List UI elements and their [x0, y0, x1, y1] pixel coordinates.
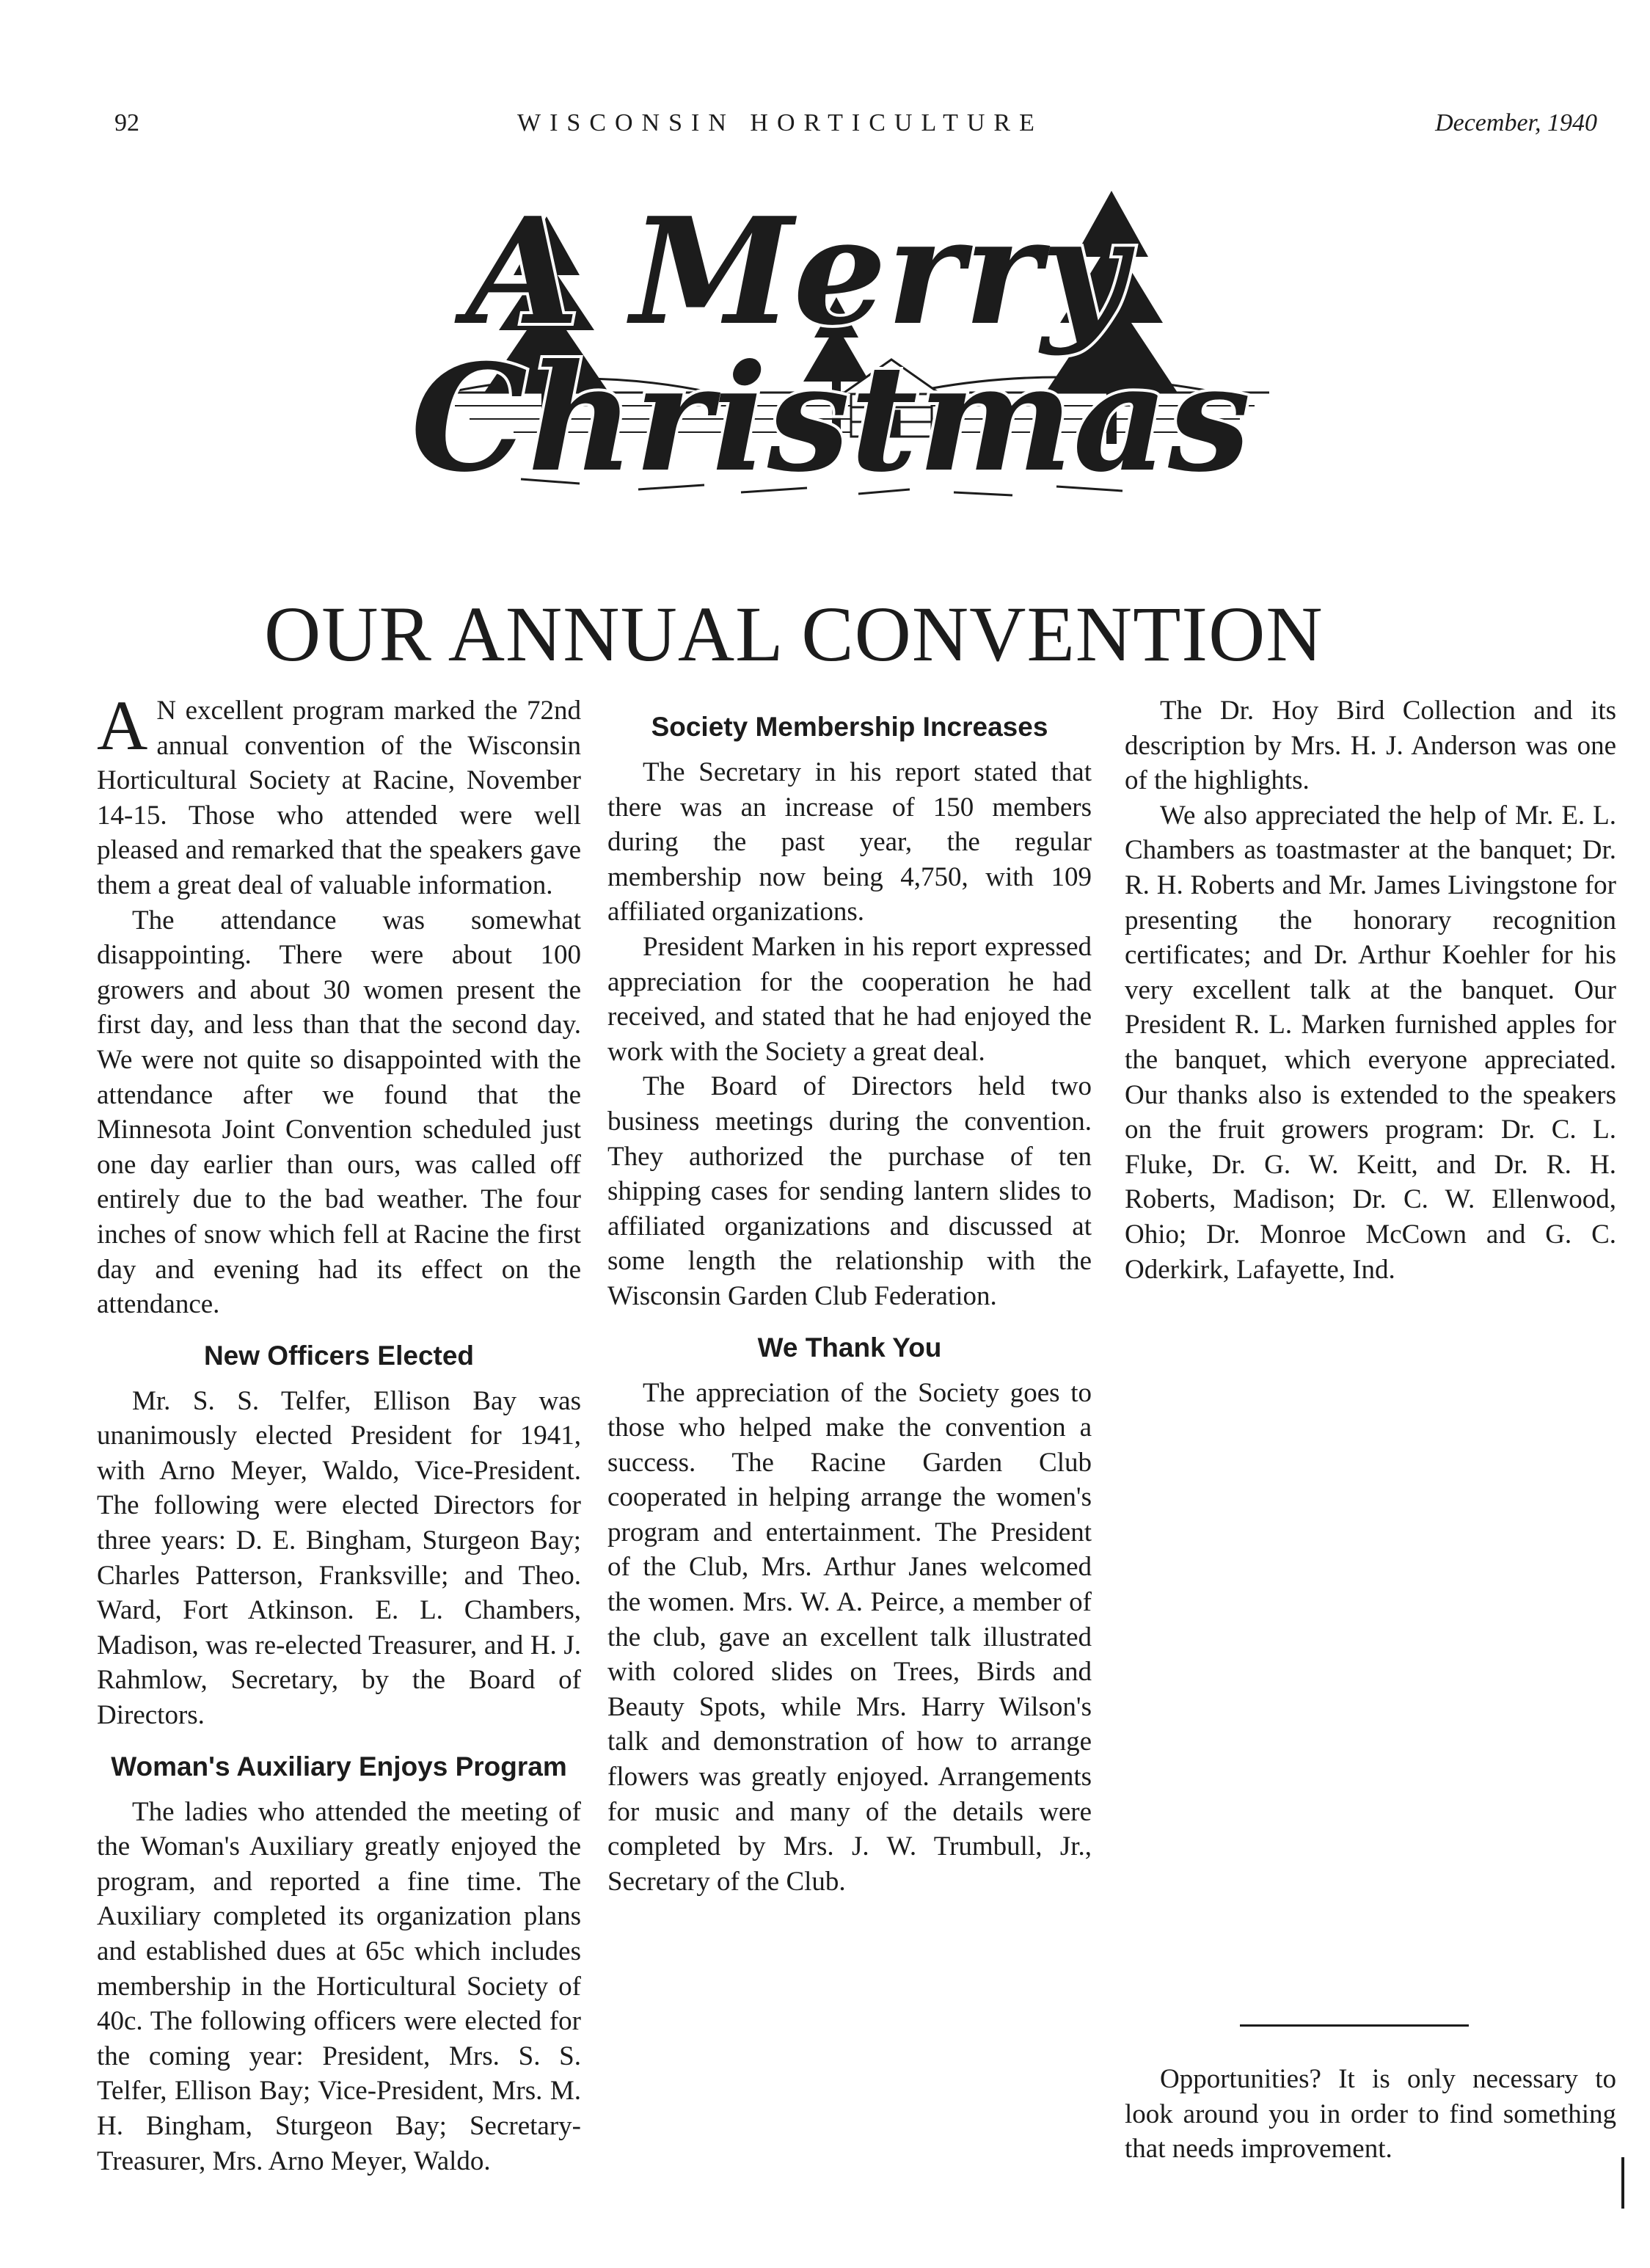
hoy-collection-paragraph: The Dr. Hoy Bird Collection and its description by Mrs. H. J. Anderson was one of the highlights.: [1125, 696, 1616, 796]
issue-date: December, 1940: [1435, 109, 1597, 136]
drop-cap: A: [97, 686, 148, 765]
attendance-paragraph: The attendance was somewhat disappointing. There were about 100 growers and about 30 women present the first day, and less than that the second day. We were not quite so disappointed with the attendance after we found that the Minnesota Joint Convention scheduled just one day earlier than ours, was called off entirely due to the bad weather. The four inches of snow which fell at Racine the first day and evening had its effect on the attendance.: [97, 905, 581, 1320]
edge-rule: [1621, 2157, 1624, 2209]
auxiliary-paragraph: The ladies who attended the meeting of the Woman's Auxiliary greatly enjoyed the program, and reported a fine time. The Auxiliary completed its organization plans and established dues at 65c which includes membership in the Horticultural Society of 40c. The following officers were elected for the coming year: President, Mrs. S. S. Telfer, Ellison Bay; Vice-President, Mrs. M. H. Bingham, Sturgeon Bay; Secretary-Treasurer, Mrs. Arno Meyer, Waldo.: [97, 1796, 581, 2176]
officers-paragraph: Mr. S. S. Telfer, Ellison Bay was unanimously elected President for 1941, with Arno Meyer, Waldo, Vice-President. The following were elected Directors for three years: D. E. Bingham, Sturgeon Bay; Charles Patterson, Franksville; and Theo. Ward, Fort Atkinson. E. L. Chambers, Madison, was re-elected Treasurer, and H. J. Rahmlow, Secretary, by the Board of Directors.: [97, 1385, 581, 1731]
filler-box: [1125, 2062, 1616, 2167]
column-2: [607, 693, 1092, 1899]
intro-text: N excellent program marked the 72nd annual convention of the Wisconsin Horticultural Society at Racine, November 14-15. Those who attended were well pleased and remarked that the speakers gave them a great deal of valuable information.: [97, 696, 581, 900]
section-divider: [1240, 2024, 1469, 2027]
banner-line-1: A Merry: [466, 186, 1127, 358]
column-1: [97, 686, 581, 2178]
christmas-banner-illustration: [396, 172, 1313, 554]
intro-paragraph: [97, 686, 581, 903]
thanks-heading: We Thank You: [757, 1332, 942, 1363]
membership-paragraph: The Secretary in his report stated that there was an increase of 150 members during the past year, the regular membership now being 4,750, with 109 affiliated organizations.: [607, 757, 1092, 927]
banner-line-2: Christmas: [411, 332, 1251, 505]
filler-paragraph: Opportunities? It is only necessary to look around you in order to find something that needs improvement.: [1125, 2064, 1616, 2165]
journal-title: WISCONSIN HORTICULTURE: [517, 109, 1043, 136]
column-3: [1125, 693, 1616, 1287]
membership-heading: Society Membership Increases: [651, 712, 1048, 742]
auxiliary-heading: Woman's Auxiliary Enjoys Program: [111, 1751, 567, 1782]
president-paragraph: President Marken in his report expressed appreciation for the cooperation he had received, and stated that he had enjoyed the work with the Society a great deal.: [607, 931, 1092, 1067]
acknowledgements-paragraph: We also appreciated the help of Mr. E. L. Chambers as toastmaster at the banquet; Dr. R. H. Roberts and Mr. James Livingstone for presenting the honorary recognition certificates; and Dr. Arthur Koehler for his very excellent talk at the banquet. Our President R. L. Marken furnished apples for the banquet, which everyone appreciated. Our thanks also is extended to the speakers on the fruit growers program: Dr. C. L. Fluke, Dr. G. W. Keitt, and Dr. R. H. Roberts, Madison; Dr. C. W. Ellenwood, Ohio; Dr. Monroe McCown and G. C. Oderkirk, Lafayette, Ind.: [1125, 800, 1616, 1285]
officers-heading: New Officers Elected: [203, 1340, 475, 1371]
page-number: 92: [114, 109, 139, 136]
article-headline: OUR ANNUAL CONVENTION: [264, 591, 1324, 678]
board-paragraph: The Board of Directors held two business meetings during the convention. They authorized the purchase of ten shipping cases for sending lantern slides to affiliated organizations and discussed at some length the relationship with the Wisconsin Garden Club Federation.: [607, 1071, 1092, 1311]
thanks-paragraph: The appreciation of the Society goes to those who helped make the convention a success. The Racine Garden Club cooperated in helping arrange the women's program and entertainment. The President of the Club, Mrs. Arthur Janes welcomed the women. Mrs. W. A. Peirce, a member of the club, gave an excellent talk illustrated with colored slides on Trees, Birds and Beauty Spots, while Mrs. Harry Wilson's talk and demonstration of how to arrange flowers was greatly enjoyed. Arrangements for music and many of the details were completed by Mrs. J. W. Trumbull, Jr., Secretary of the Club.: [607, 1377, 1092, 1897]
